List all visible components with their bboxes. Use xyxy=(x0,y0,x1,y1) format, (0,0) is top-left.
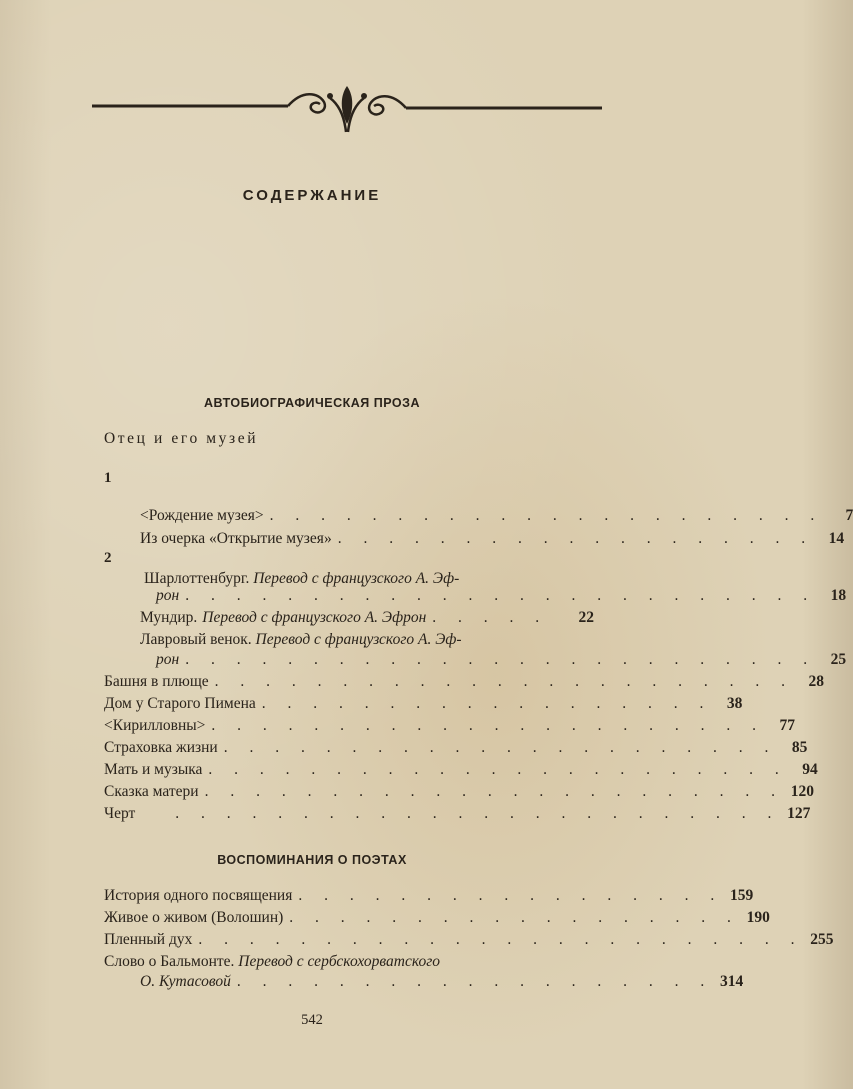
page-number: 314 xyxy=(719,973,744,990)
toc-entry-charlottenburg[interactable] xyxy=(156,587,847,605)
entry-title: Мундир. xyxy=(140,609,198,626)
leader-dots: . . . . . . . . . . . . . . . . . . . . . . . . xyxy=(198,931,804,948)
page-number: 14 xyxy=(828,530,845,547)
entry-translation-note-cont: О. Кутасовой xyxy=(140,973,231,990)
page-number: 255 xyxy=(810,931,834,948)
toc-heading: СОДЕРЖАНИЕ xyxy=(242,187,382,204)
toc-entry-captive[interactable] xyxy=(104,931,834,949)
entry-title: Слово о Бальмонте. xyxy=(104,953,235,970)
entry-title: История одного посвящения xyxy=(104,887,293,904)
leader-dots: . . . . . . . . . . . . . . . . . . . . . . . xyxy=(204,783,784,800)
page-number: 127 xyxy=(787,805,811,822)
toc-entry-pimen[interactable] xyxy=(104,695,743,713)
entry-title: Пленный дух xyxy=(104,931,193,948)
entry-title: Лавровый венок. xyxy=(140,631,252,648)
leader-dots: . . . . . . . . . . . . . . . . . . . . . . xyxy=(211,717,766,734)
toc-entry-balmont[interactable] xyxy=(140,973,744,991)
entry-translation-note: Перевод с французского А. Эф- xyxy=(253,570,460,587)
entry-translation-note-cont: рон xyxy=(156,651,180,668)
entry-title: Башня в плюще xyxy=(104,673,209,690)
leader-dots: . . . . . . . . . . . . . . . . . . . . . . xyxy=(269,507,824,524)
toc-entry-mother-music[interactable] xyxy=(104,761,818,779)
leader-dots: . . . . . . . . . . . . . . . . . xyxy=(298,887,724,904)
page-number: 28 xyxy=(808,673,825,690)
leader-dots: . . . . . . . . . . . . . . . . . . . xyxy=(337,530,815,547)
toc-entry-laurel-title[interactable] xyxy=(140,631,462,649)
page-number: 190 xyxy=(746,909,770,926)
toc-entry-opening[interactable] xyxy=(140,530,845,548)
entry-title: Живое о живом (Волошин) xyxy=(104,909,284,926)
entry-title: Мать и музыка xyxy=(104,761,203,778)
leader-dots: . . . . . . . . . . . . . . . . . . . . . . xyxy=(223,739,778,756)
page-number: 7 xyxy=(845,507,853,524)
page-number: 22 xyxy=(578,609,594,626)
toc-entry-mundir[interactable] xyxy=(140,609,594,627)
toc-entry-tower[interactable] xyxy=(104,673,825,691)
toc-entry-devil[interactable] xyxy=(104,805,811,823)
entry-title: <Кирилловны> xyxy=(104,717,206,734)
toc-entry-laurel[interactable] xyxy=(156,651,847,669)
entry-title: Дом у Старого Пимена xyxy=(104,695,256,712)
entry-translation-note-cont: рон xyxy=(156,587,180,604)
entry-title: Из очерка «Открытие музея» xyxy=(140,530,332,547)
toc-entry-balmont-title[interactable] xyxy=(104,953,440,971)
toc-entry-tale[interactable] xyxy=(104,783,814,801)
section-title-poets: ВОСПОМИНАНИЯ О ПОЭТАХ xyxy=(217,853,407,867)
page-number: 159 xyxy=(730,887,754,904)
section-title-prose: АВТОБИОГРАФИЧЕСКАЯ ПРОЗА xyxy=(203,396,420,410)
page-number: 25 xyxy=(830,651,847,668)
toc-entry-birth[interactable] xyxy=(140,507,853,525)
page-number: 85 xyxy=(791,739,808,756)
leader-dots: . . . . . . . . . . . . . . . . . . . . . . . . xyxy=(175,805,781,822)
page-folio: 542 xyxy=(301,1012,323,1028)
leader-dots: . . . . . . . . . . . . . . . . . . xyxy=(289,909,740,926)
toc-entry-insurance[interactable] xyxy=(104,739,808,757)
toc-entry-charlottenburg-title[interactable] xyxy=(144,570,459,588)
page-number: 38 xyxy=(726,695,743,712)
page-number: 18 xyxy=(830,587,847,604)
entry-translation-note: Перевод с французского А. Эфрон xyxy=(202,609,427,626)
toc-entry-dedication[interactable] xyxy=(104,887,754,905)
entry-title: <Рождение музея> xyxy=(140,507,264,524)
page-number: 94 xyxy=(802,761,818,778)
group-title-father: Отец и его музей xyxy=(104,430,259,447)
leader-dots: . . . . . . . . . . . . . . . . . . . . . . . xyxy=(214,673,795,690)
part-number-1: 1 xyxy=(104,470,112,486)
toc-entry-voloshin[interactable] xyxy=(104,909,770,927)
header-ornament xyxy=(92,80,602,140)
leader-dots: . . . . . . . . . . . . . . . . . . . xyxy=(236,973,714,990)
page-number: 77 xyxy=(779,717,796,734)
leader-dots: . . . . . . . . . . . . . . . . . . xyxy=(261,695,713,712)
entry-title: Сказка матери xyxy=(104,783,199,800)
entry-title: Черт xyxy=(104,805,136,822)
leader-dots: . . . . . . . . . . . . . . . . . . . . . . . . . xyxy=(185,587,817,604)
leader-dots: . . . . . . . . . . . . . . . . . . . . . . . . . xyxy=(185,651,817,668)
leader-dots: . . . . . . . . . . . . . . . . . . . . . . . xyxy=(208,761,788,778)
entry-title: Шарлоттенбург. xyxy=(144,570,250,587)
entry-title: Страховка жизни xyxy=(104,739,218,756)
page-number: 120 xyxy=(790,783,814,800)
entry-translation-note: Перевод с сербскохорватского xyxy=(238,953,441,970)
leader-dots: . . . . . xyxy=(432,609,549,626)
entry-translation-note: Перевод с французского А. Эф- xyxy=(255,631,462,648)
toc-entry-kirillovny[interactable] xyxy=(104,717,796,735)
part-number-2: 2 xyxy=(104,550,112,566)
